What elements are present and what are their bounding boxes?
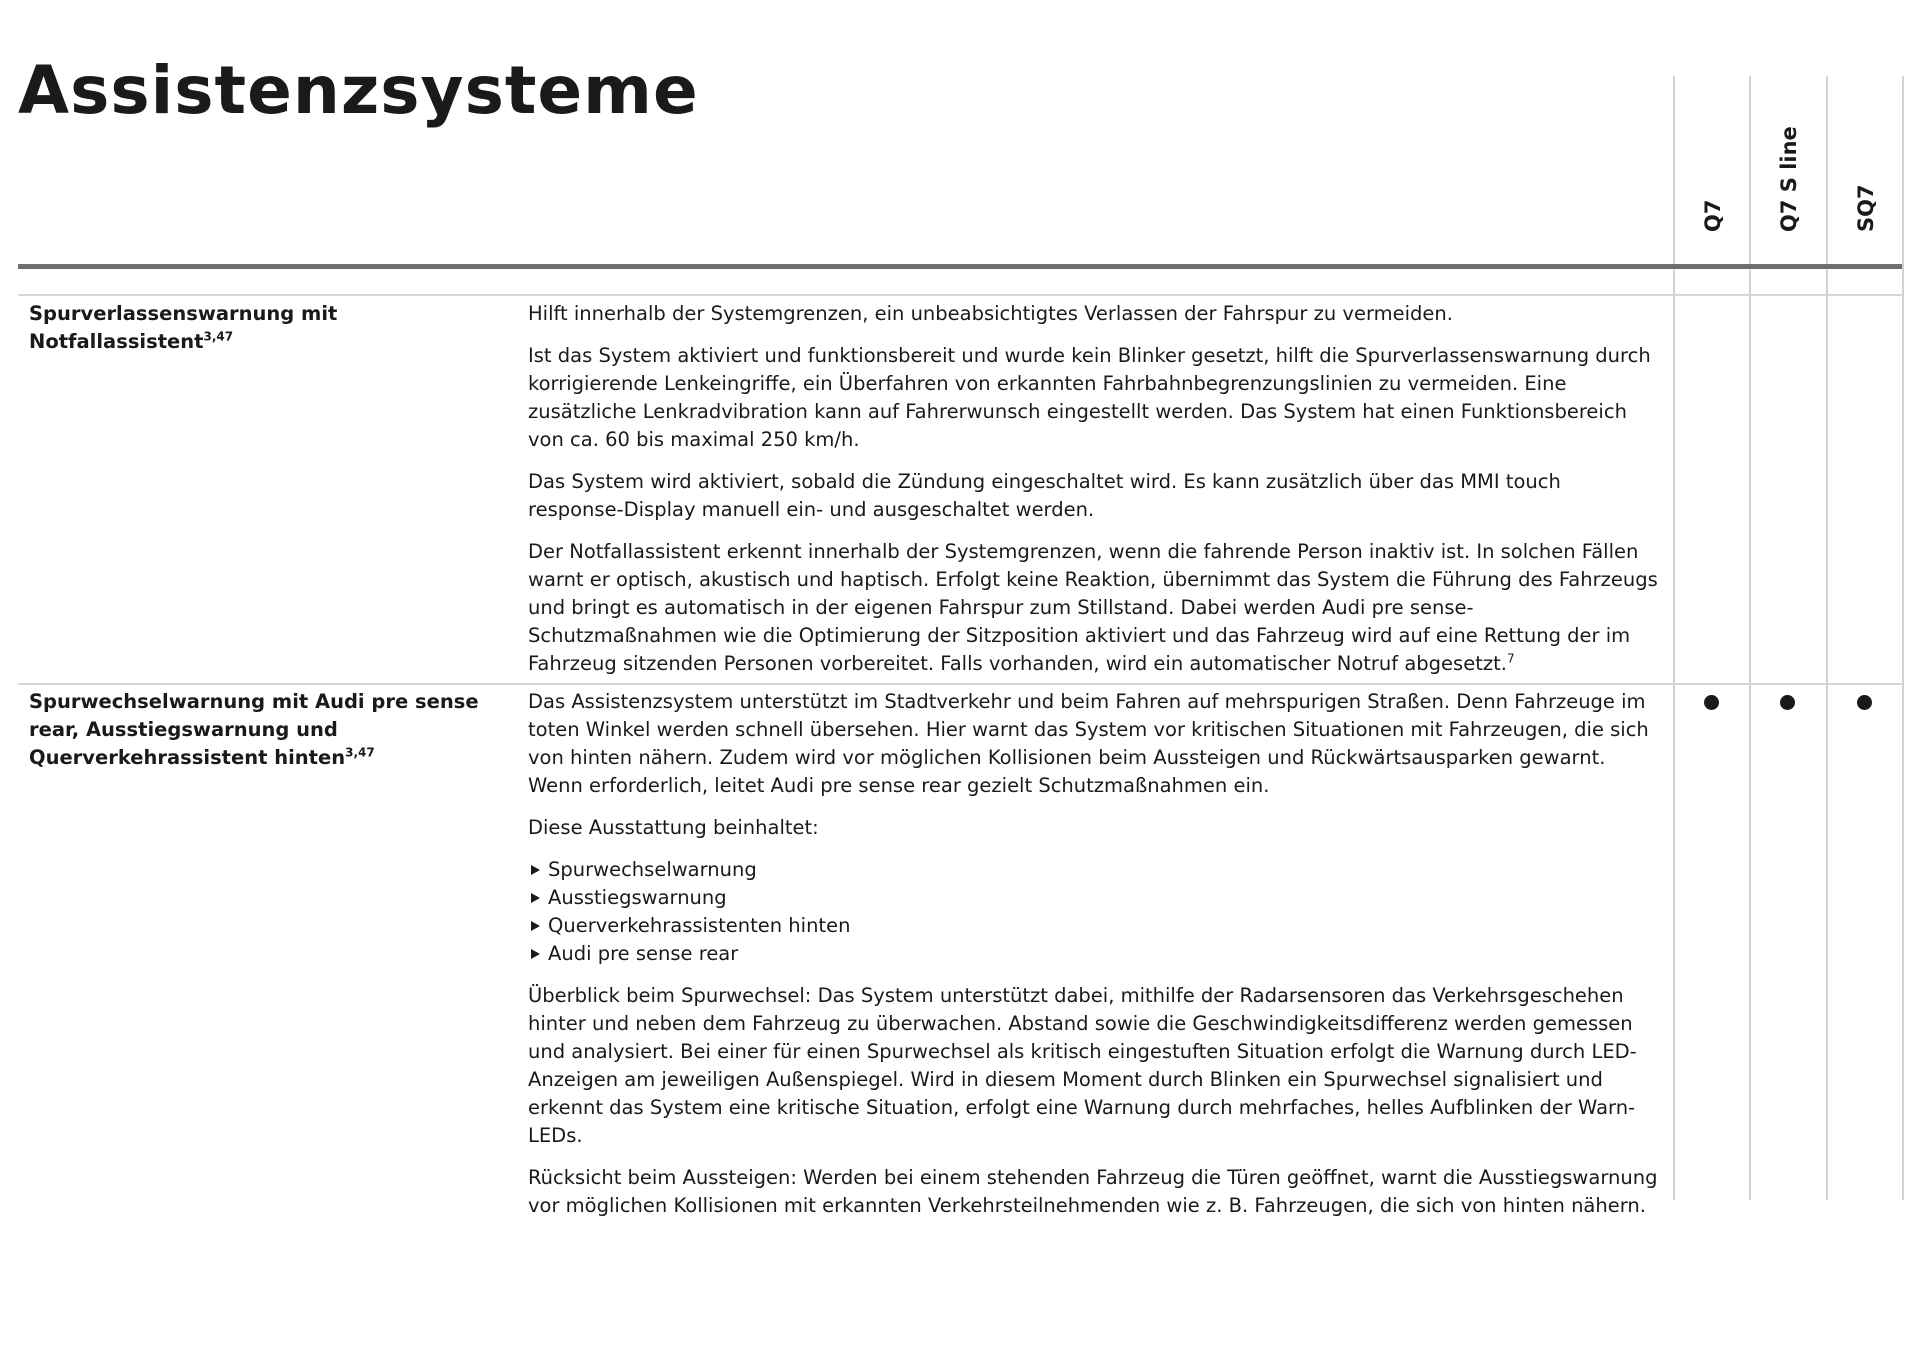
column-header-sq7 [1828,76,1904,256]
availability-standard-marker [1704,695,1719,710]
description-paragraph: Rücksicht beim Aussteigen: Werden bei einem stehenden Fahrzeug die Türen geöffnet, warnt die Ausstiegswarnung vor möglichen Kollisionen mit erkannten Verkehrsteilnehmenden wie z. B. Fahrzeugen, die sich von hinten nähern. [528,1166,1658,1217]
description-paragraph: Das System wird aktiviert, sobald die Zündung eingeschaltet wird. Es kann zusätzlich über das MMI touch response-Display manuell ein- und ausgeschaltet werden. [528,470,1561,521]
row-divider [18,683,1902,685]
description-paragraph: Überblick beim Spurwechsel: Das System unterstützt dabei, mithilfe der Radarsensoren das Verkehrsgeschehen hinter und neben dem Fahrzeug zu überwachen. Abstand sowie die Geschwindigkeitsdifferenz werden gemessen und analysiert. Bei einer für einen Spurwechsel als kritisch eingestuften Situation erfolgt die Warnung durch LED-Anzeigen am jeweiligen Außenspiegel. Wird in diesem Moment durch Blinken ein Spurwechsel signalisiert und erkennt das System eine kritische Situation, erfolgt eine Warnung durch mehrfaches, helles Aufblinken der Warn-LEDs. [528,984,1637,1147]
column-header-q7 [1675,76,1751,256]
availability-optional-marker [1857,307,1872,322]
page-title: Assistenzsysteme [18,52,699,129]
feature-description [528,300,1658,692]
availability-optional-marker [1704,307,1719,322]
availability-standard-marker [1780,695,1795,710]
footnote-ref: 3,47 [345,745,375,760]
feature-description [528,688,1658,1234]
description-paragraph: Der Notfallassistent erkennt innerhalb der Systemgrenzen, wenn die fahrende Person inaktiv ist. In solchen Fällen warnt er optisch, akustisch und haptisch. Erfolgt keine Reaktion, übernimmt das System die Führung des Fahrzeugs und bringt es automatisch in der eigenen Fahrspur zum Stillstand. Dabei werden Audi pre sense-Schutzmaßnahmen wie die Optimierung der Sitzposition aktiviert und das Fahrzeug wird auf eine Rettung der im Fahrzeug sitzenden Personen vorbereitet. Falls vorhanden, wird ein automatischer Notruf abgesetzt.$^7$ [528,540,1658,675]
description-paragraph: Das Assistenzsystem unterstützt im Stadtverkehr und beim Fahren auf mehrspurigen Straßen. Denn Fahrzeuge im toten Winkel werden schnell übersehen. Hier warnt das System vor kritischen Situationen mit Fahrzeugen, die sich von hinten nähern. Zudem wird vor möglichen Kollisionen beim Aussteigen und Rückwärtsausparken gewarnt. Wenn erforderlich, leitet Audi pre sense rear gezielt Schutzmaßnahmen ein. [528,690,1649,797]
row-divider [18,294,1902,296]
column-header-q7-s-line [1751,76,1827,256]
description-paragraph: Diese Ausstattung beinhaltet: [528,816,819,839]
list-item: Querverkehrassistenten hinten [528,912,1658,940]
feature-name: Spurwechselwarnung mit Audi pre sense rear, Ausstiegswarnung und Querverkehrassistent hinten$^{3,47}$ [29,690,479,769]
availability-optional-marker [1780,307,1795,322]
list-item: Spurwechselwarnung [528,856,1658,884]
description-paragraph: Ist das System aktiviert und funktionsbereit und wurde kein Blinker gesetzt, hilft die Spurverlassenswarnung durch korrigierende Lenkeingriffe, ein Überfahren von erkannten Fahrbahnbegrenzungslinien zu vermeiden. Eine zusätzliche Lenkradvibration kann auf Fahrerwunsch eingestellt werden. Das System hat einen Funktionsbereich von ca. 60 bis maximal 250 km/h. [528,344,1651,451]
list-item: Ausstiegswarnung [528,884,1658,912]
description-paragraph: Hilft innerhalb der Systemgrenzen, ein unbeabsichtigtes Verlassen der Fahrspur zu vermeiden. [528,302,1453,325]
footnote-ref: 7 [1506,651,1515,666]
feature-name: Spurverlassenswarnung mit Notfallassistent$^{3,47}$ [29,302,338,353]
list-item: Audi pre sense rear [528,940,1658,968]
column-header-label: Q7 [1701,199,1725,232]
footnote-ref: 3,47 [203,329,234,344]
column-header-label: SQ7 [1854,184,1878,232]
header-rule [18,264,1902,269]
column-header-label: Q7 S line [1777,126,1801,232]
feature-list [528,856,1658,968]
availability-standard-marker [1857,695,1872,710]
